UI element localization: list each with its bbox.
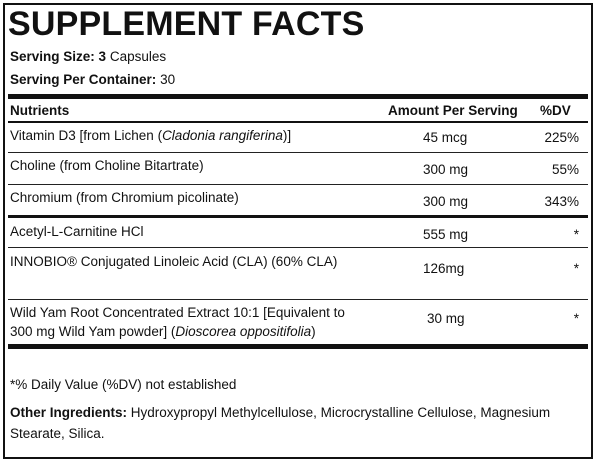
thick-divider-middle [8, 215, 588, 218]
panel-title: SUPPLEMENT FACTS [8, 5, 365, 43]
row-divider [8, 247, 588, 248]
table-row-dv: * [573, 261, 579, 276]
header-divider [8, 121, 588, 123]
row-name-text: Vitamin D3 [from Lichen ( [10, 128, 163, 143]
row-name-text: Wild Yam Root Concentrated Extract 10:1 [Equivalent to [10, 305, 345, 320]
table-row-dv: * [573, 227, 579, 242]
table-row-dv: 55% [551, 162, 579, 177]
table-row-name [10, 303, 345, 341]
table-row-dv: 225% [544, 130, 579, 145]
header-dv: %DV [540, 103, 571, 118]
row-name-italic: Cladonia rangiferina [162, 128, 283, 143]
table-row-dv: * [573, 311, 579, 326]
table-row-name [10, 126, 291, 145]
table-row-amount: 45 mcg [423, 130, 468, 145]
table-row-amount: 30 mg [427, 311, 465, 326]
servings-per-container [10, 71, 175, 89]
table-row-amount: 126mg [423, 261, 465, 276]
row-divider [8, 152, 588, 153]
row-name-text: 300 mg Wild Yam powder] ( [10, 324, 176, 339]
thick-divider-top [8, 94, 588, 99]
row-name-text: )] [282, 128, 292, 143]
table-row-name: Chromium (from Chromium picolinate) [10, 190, 239, 205]
table-row-name: Acetyl-L-Carnitine HCl [10, 224, 144, 239]
row-name-italic: Dioscorea oppositifolia [175, 324, 312, 339]
serving-size-unit: Capsules [109, 49, 167, 64]
table-row-name: INNOBIO® Conjugated Linoleic Acid (CLA) (60% CLA) [10, 254, 338, 269]
table-row-name: Choline (from Choline Bitartrate) [10, 158, 204, 173]
header-amount: Amount Per Serving [388, 103, 518, 118]
table-row-amount: 300 mg [423, 194, 469, 209]
header-nutrients: Nutrients [10, 103, 70, 118]
thick-divider-bottom [8, 344, 588, 349]
serving-size-number: 3 [98, 49, 107, 64]
other-ingredients-label: Other Ingredients: [10, 405, 128, 420]
row-divider [8, 184, 588, 185]
table-row-amount: 555 mg [423, 227, 469, 242]
serving-size-label: Serving Size: [10, 49, 95, 64]
other-ingredients [10, 402, 585, 444]
daily-value-footnote: *% Daily Value (%DV) not established [10, 377, 237, 392]
table-row-amount: 300 mg [423, 162, 469, 177]
row-divider [8, 299, 588, 300]
other-ingredients-text: Hydroxypropyl Methylcellulose, Microcrystalline Cellulose, Magnesium Stearate, Silica. [10, 405, 551, 441]
serving-size [10, 48, 166, 66]
servings-per-container-label: Serving Per Container: [10, 72, 157, 87]
row-name-text: ) [311, 324, 316, 339]
servings-per-container-value: 30 [160, 72, 176, 87]
table-row-dv: 343% [544, 194, 579, 209]
